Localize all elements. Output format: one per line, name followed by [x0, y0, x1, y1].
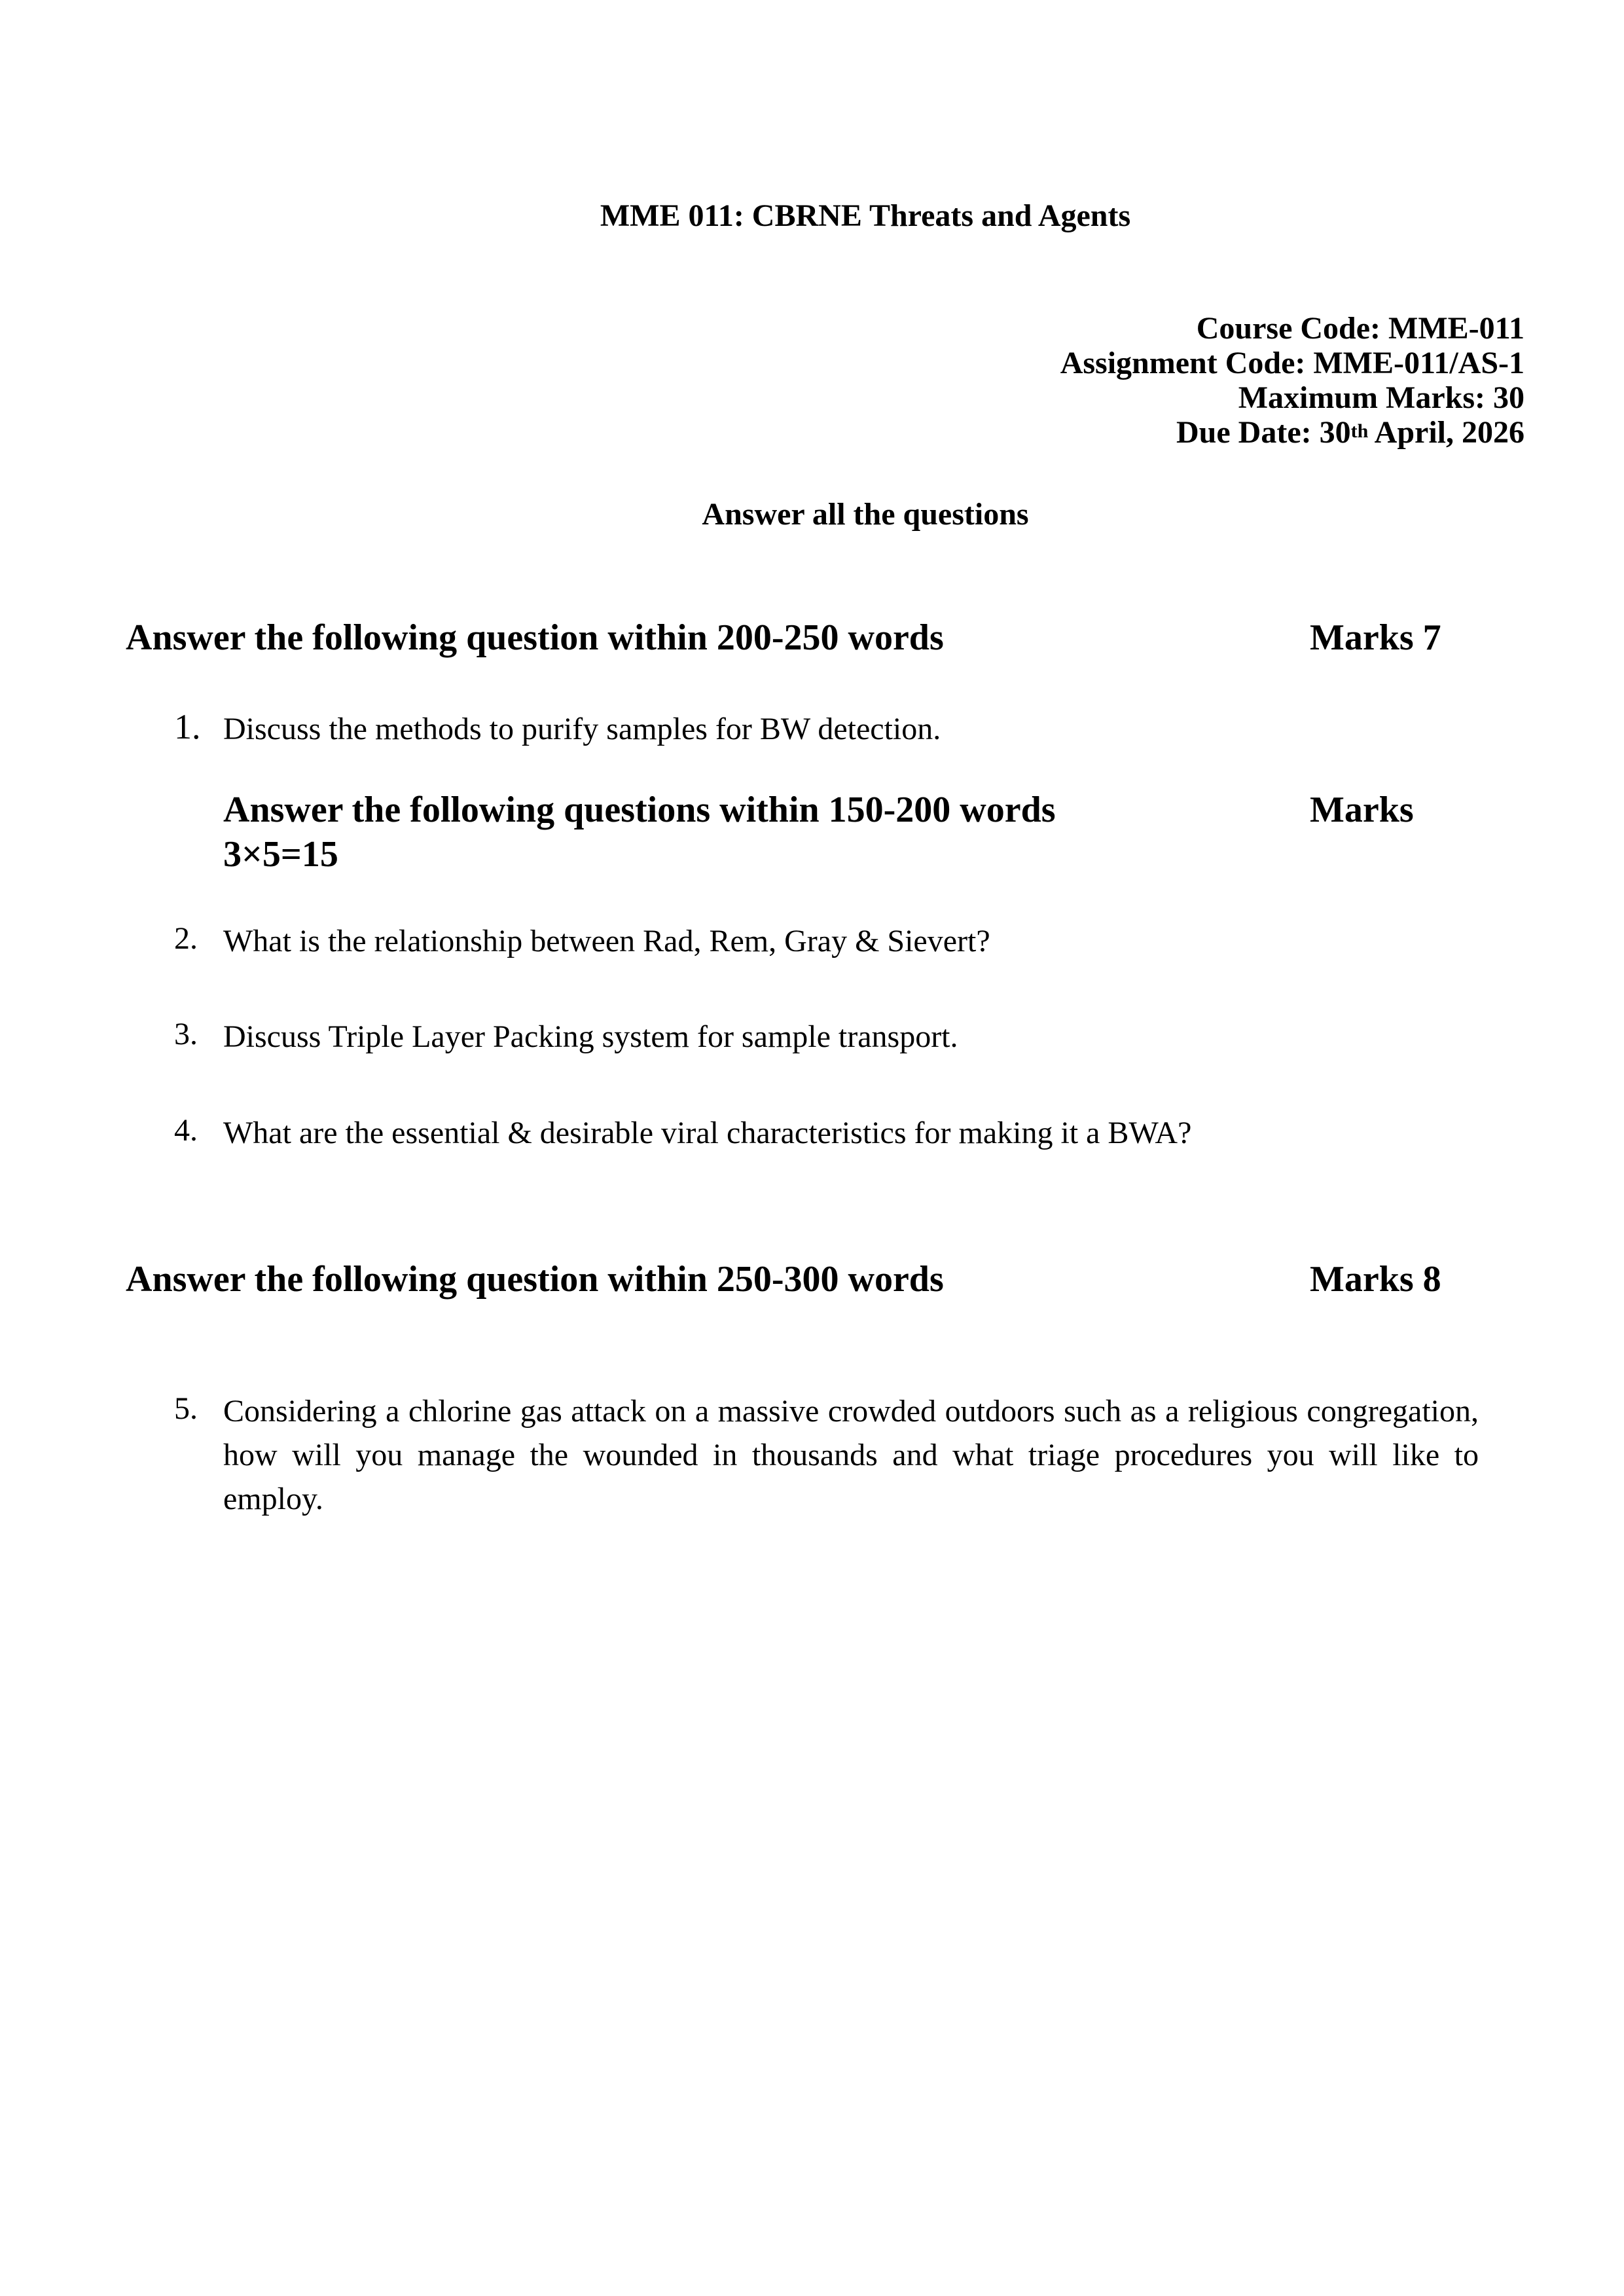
- document-title: MME 011: CBRNE Threats and Agents: [600, 198, 1131, 233]
- assignment-code: Assignment Code: MME-011/AS-1: [1060, 346, 1525, 380]
- section-1-marks: Marks 7: [1310, 617, 1441, 658]
- general-instruction: Answer all the questions: [702, 497, 1029, 532]
- question-1-text: Discuss the methods to purify samples for BW detection.: [223, 712, 941, 746]
- question-5-text: Considering a chlorine gas attack on a massive crowded outdoors such as a religious congregation, how will you manage the wounded in thousands and what triage procedures you will like to employ.: [223, 1394, 1479, 1516]
- question-2-text: What is the relationship between Rad, Rem, Gray & Sievert?: [223, 924, 990, 958]
- due-date-suffix: April, 2026: [1368, 415, 1525, 450]
- section-2-heading: Answer the following questions within 150-200 words: [223, 790, 1056, 830]
- due-date-prefix: Due Date: 30: [1176, 415, 1351, 450]
- section-2-marks: Marks: [1310, 790, 1414, 830]
- question-5-number: 5.: [174, 1391, 198, 1426]
- section-3-marks: Marks 8: [1310, 1259, 1441, 1300]
- assignment-details: [1060, 311, 1525, 450]
- maximum-marks: Maximum Marks: 30: [1238, 380, 1525, 415]
- question-1-number: 1.: [174, 707, 201, 746]
- section-2-marks-breakdown: 3×5=15: [223, 834, 338, 875]
- section-3-heading: Answer the following question within 250-300 words: [126, 1259, 944, 1300]
- question-2-number: 2.: [174, 921, 198, 956]
- question-3-text: Discuss Triple Layer Packing system for sample transport.: [223, 1019, 958, 1054]
- question-4-text: What are the essential & desirable viral characteristics for making it a BWA?: [223, 1116, 1192, 1150]
- question-3-number: 3.: [174, 1017, 198, 1051]
- question-4-number: 4.: [174, 1113, 198, 1148]
- due-date-superscript: th: [1350, 420, 1369, 442]
- due-date: [1060, 415, 1525, 450]
- course-code: Course Code: MME-011: [1196, 311, 1525, 346]
- section-1-heading: Answer the following question within 200-250 words: [126, 617, 944, 658]
